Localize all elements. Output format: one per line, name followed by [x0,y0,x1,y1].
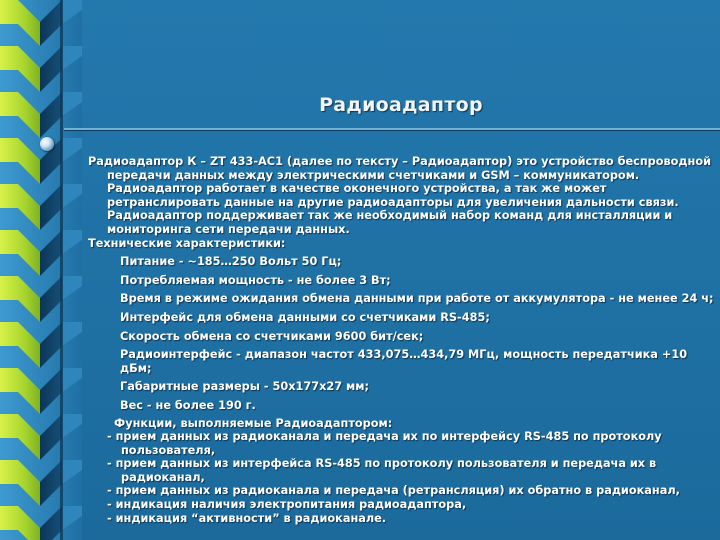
functions-heading: Функции, выполняемые Радиоадаптором: [114,416,393,430]
spec-item: Радиоинтерфейс - диапазон частот 433,075…434,79 МГц, мощность передатчика +10 дБм; [120,348,688,375]
function-item: - индикация наличия электропитания радиоадаптора, [107,498,467,512]
divider-bead-icon [40,137,54,151]
spec-item: Интерфейс для обмена данными со счетчиками RS-485; [120,310,490,324]
function-item: - индикация “активности” в радиоканале. [107,511,387,525]
spec-item: Скорость обмена со счетчиками 9600 бит/сек; [120,329,424,343]
spec-item: Потребляемая мощность - не более 3 Вт; [120,273,391,287]
title-divider [64,128,720,130]
slide-body [88,155,714,525]
function-item: - прием данных из радиоканала и передача их по интерфейсу RS-485 по протоколу пользователя, [107,430,662,457]
spec-item: Вес - не более 190 г. [120,398,256,412]
function-item: - прием данных из интерфейса RS-485 по протоколу пользователя и передача их в радиоканал, [107,457,657,484]
intro-paragraph: Радиоадаптор К – ZT 433-AC1 (далее по тексту – Радиоадаптор) это устройство беспроводной передачи данных между электрическими счетчиками и GSM – коммуникатором. Радиоадаптор работает в качестве оконечного устройства, а так же может ретранслировать данные на другие радиоадапторы для увеличения дальности связи. Радиоадаптор поддерживает так же необходимый набор команд для инсталляции и мониторинга сети передачи данных. [88,155,711,236]
decorative-side-band [0,0,82,540]
spec-item: Питание - ~185…250 Вольт 50 Гц; [120,255,342,269]
spec-item: Время в режиме ожидания обмена данными при работе от аккумулятора - не менее 24 ч; [120,292,714,306]
function-item: - прием данных из радиоканала и передача (ретрансляция) их обратно в радиоканал, [107,484,680,498]
slide-title: Радиоадаптор [319,94,483,116]
specs-heading: Технические характеристики: [88,236,286,250]
spec-item: Габаритные размеры - 50х177х27 мм; [120,380,370,394]
